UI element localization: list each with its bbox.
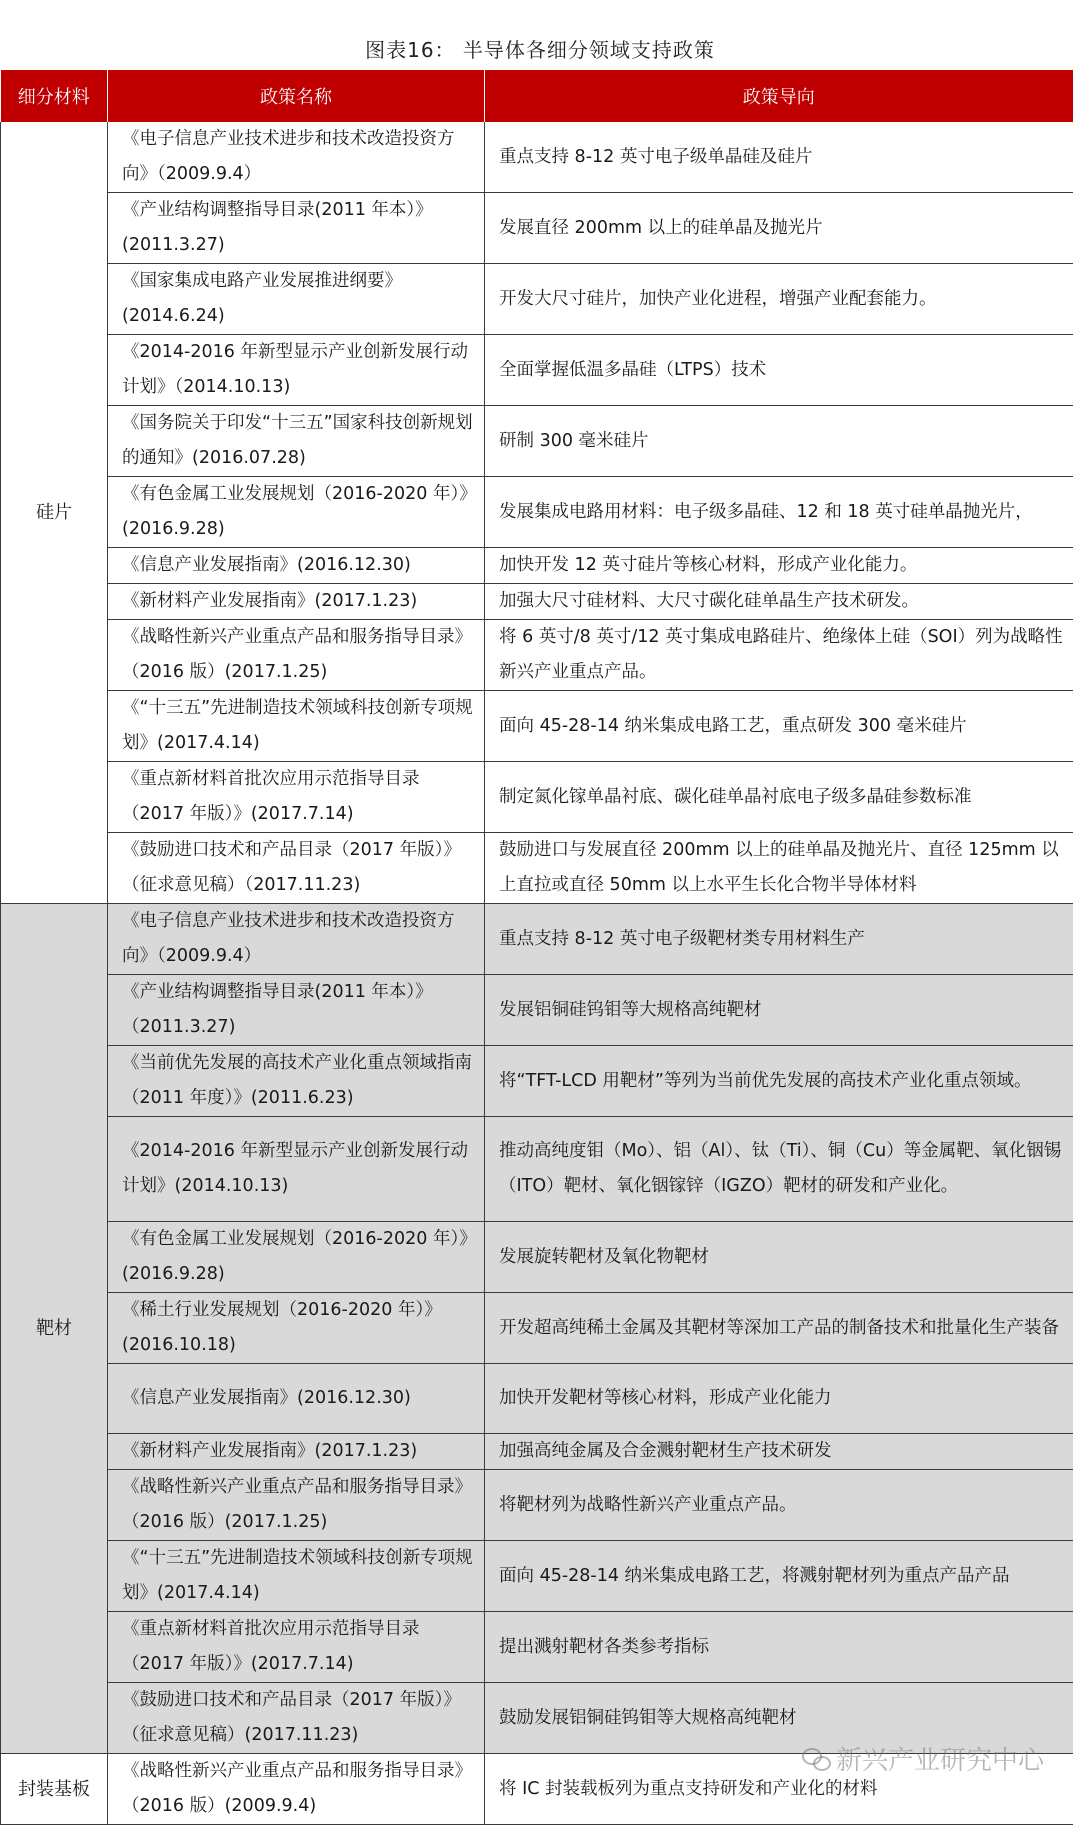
policy-name-cell: 《新材料产业发展指南》(2017.1.23): [108, 584, 485, 620]
policy-name-cell: 《有色金属工业发展规划（2016-2020 年）》(2016.9.28): [108, 1222, 485, 1293]
policy-guide-cell: 将 6 英寸/8 英寸/12 英寸集成电路硅片、绝缘体上硅（SOI）列为战略性新兴产业重点产品。: [485, 620, 1073, 691]
policy-guide-cell: 加强高纯金属及合金溅射靶材生产技术研发: [485, 1434, 1073, 1470]
policy-guide-cell: 加快开发 12 英寸硅片等核心材料，形成产业化能力。: [485, 548, 1073, 584]
policy-name-cell: 《重点新材料首批次应用示范指导目录（2017 年版）》(2017.7.14): [108, 1612, 485, 1683]
policy-name-cell: 《鼓励进口技术和产品目录（2017 年版）》（征求意见稿）（2017.11.23): [108, 833, 485, 904]
policy-name-cell: 《信息产业发展指南》(2016.12.30): [108, 1364, 485, 1434]
policy-guide-cell: 鼓励进口与发展直径 200mm 以上的硅单晶及抛光片、直径 125mm 以上直拉或直径 50mm 以上水平生长化合物半导体材料: [485, 833, 1073, 904]
policy-name-cell: 《“十三五”先进制造技术领域科技创新专项规划》(2017.4.14): [108, 1541, 485, 1612]
policy-guide-cell: 重点支持 8-12 英寸电子级靶材类专用材料生产: [485, 904, 1073, 975]
policy-guide-cell: 开发超高纯稀土金属及其靶材等深加工产品的制备技术和批量化生产装备: [485, 1293, 1073, 1364]
policy-name-cell: 《产业结构调整指导目录(2011 年本）》(2011.3.27): [108, 193, 485, 264]
table-row: [1, 1364, 1073, 1434]
watermark-text: 新兴产业研究中心: [835, 1746, 1044, 1776]
table-row: [1, 833, 1073, 904]
policy-guide-cell: 将靶材列为战略性新兴产业重点产品。: [485, 1470, 1073, 1541]
policy-name-cell: 《战略性新兴产业重点产品和服务指导目录》（2016 版）(2009.9.4): [108, 1754, 485, 1825]
policy-guide-cell: 开发大尺寸硅片，加快产业化进程，增强产业配套能力。: [485, 264, 1073, 335]
policy-guide-cell: 推动高纯度钼（Mo）、铝（Al）、钛（Ti）、铜（Cu）等金属靶、氧化铟锡（ITO）靶材、氧化铟镓锌（IGZO）靶材的研发和产业化。: [485, 1117, 1073, 1222]
table-row: [1, 691, 1073, 762]
policy-name-cell: 《国务院关于印发“十三五”国家科技创新规划的通知》(2016.07.28): [108, 406, 485, 477]
table-row: [1, 1612, 1073, 1683]
policy-name-cell: 《当前优先发展的高技术产业化重点领域指南（2011 年度）》(2011.6.23): [108, 1046, 485, 1117]
policy-guide-cell: 发展直径 200mm 以上的硅单晶及抛光片: [485, 193, 1073, 264]
policy-name-cell: 《国家集成电路产业发展推进纲要》(2014.6.24): [108, 264, 485, 335]
policy-name-cell: 《2014-2016 年新型显示产业创新发展行动计划》(2014.10.13): [108, 1117, 485, 1222]
policy-guide-cell: 制定氮化镓单晶衬底、碳化硅单晶衬底电子级多晶硅参数标准: [485, 762, 1073, 833]
policy-guide-cell: 研制 300 毫米硅片: [485, 406, 1073, 477]
table-row: [1, 904, 1073, 975]
policy-name-cell: 《2014-2016 年新型显示产业创新发展行动计划》（2014.10.13): [108, 335, 485, 406]
policy-name-cell: 《“十三五”先进制造技术领域科技创新专项规划》(2017.4.14): [108, 691, 485, 762]
wechat-icon: [802, 1748, 830, 1770]
watermark: [802, 1740, 1044, 1777]
table-row: [1, 975, 1073, 1046]
table-header: [1, 70, 1073, 122]
table-row: [1, 406, 1073, 477]
policy-guide-cell: 加强大尺寸硅材料、大尺寸碳化硅单晶生产技术研发。: [485, 584, 1073, 620]
policy-guide-cell: 将 IC 封装载板列为重点支持研发和产业化的材料: [485, 1754, 1073, 1825]
table-row: [1, 1470, 1073, 1541]
table-row: [1, 1046, 1073, 1117]
policy-name-cell: 《战略性新兴产业重点产品和服务指导目录》（2016 版）(2017.1.25): [108, 620, 485, 691]
header-material: 细分材料: [1, 70, 108, 122]
table-row: [1, 477, 1073, 548]
policy-guide-cell: 鼓励发展铝铜硅钨钼等大规格高纯靶材: [485, 1683, 1073, 1754]
table-row: [1, 1293, 1073, 1364]
policy-name-cell: 《新材料产业发展指南》(2017.1.23): [108, 1434, 485, 1470]
policy-name-cell: 《电子信息产业技术进步和技术改造投资方向》（2009.9.4）: [108, 904, 485, 975]
header-policy-name: 政策名称: [108, 70, 485, 122]
policy-guide-cell: 重点支持 8-12 英寸电子级单晶硅及硅片: [485, 122, 1073, 193]
table-row: [1, 762, 1073, 833]
table-row: [1, 264, 1073, 335]
table-body: [1, 122, 1073, 1825]
policy-name-cell: 《重点新材料首批次应用示范指导目录（2017 年版）》(2017.7.14): [108, 762, 485, 833]
policy-name-cell: 《战略性新兴产业重点产品和服务指导目录》（2016 版）(2017.1.25): [108, 1470, 485, 1541]
table-row: [1, 335, 1073, 406]
policy-guide-cell: 全面掌握低温多晶硅（LTPS）技术: [485, 335, 1073, 406]
policy-name-cell: 《产业结构调整指导目录(2011 年本）》（2011.3.27): [108, 975, 485, 1046]
policy-name-cell: 《电子信息产业技术进步和技术改造投资方向》（2009.9.4）: [108, 122, 485, 193]
policy-name-cell: 《鼓励进口技术和产品目录（2017 年版）》（征求意见稿）(2017.11.23): [108, 1683, 485, 1754]
table-row: [1, 584, 1073, 620]
policy-name-cell: 《稀土行业发展规划（2016-2020 年）》(2016.10.18): [108, 1293, 485, 1364]
category-cell: 硅片: [1, 122, 108, 904]
policy-guide-cell: 加快开发靶材等核心材料，形成产业化能力: [485, 1364, 1073, 1434]
header-policy-guide: 政策导向: [485, 70, 1073, 122]
policy-guide-cell: 提出溅射靶材各类参考指标: [485, 1612, 1073, 1683]
table-row: [1, 193, 1073, 264]
policy-guide-cell: 发展铝铜硅钨钼等大规格高纯靶材: [485, 975, 1073, 1046]
table-row: [1, 1434, 1073, 1470]
category-cell: 靶材: [1, 904, 108, 1754]
table-caption: 图表16： 半导体各细分领域支持政策: [365, 38, 715, 62]
table-row: [1, 548, 1073, 584]
table-row: [1, 1222, 1073, 1293]
policy-guide-cell: 发展集成电路用材料：电子级多晶硅、12 和 18 英寸硅单晶抛光片，: [485, 477, 1073, 548]
policy-guide-cell: 面向 45-28-14 纳米集成电路工艺，将溅射靶材列为重点产品产品: [485, 1541, 1073, 1612]
category-cell: 封装基板: [1, 1754, 108, 1825]
policy-table: [0, 70, 1073, 1825]
table-row: [1, 1117, 1073, 1222]
table-row: [1, 1541, 1073, 1612]
policy-guide-cell: 将“TFT-LCD 用靶材”等列为当前优先发展的高技术产业化重点领域。: [485, 1046, 1073, 1117]
table-row: [1, 620, 1073, 691]
policy-name-cell: 《有色金属工业发展规划（2016-2020 年）》(2016.9.28): [108, 477, 485, 548]
table-row: [1, 122, 1073, 193]
policy-guide-cell: 发展旋转靶材及氧化物靶材: [485, 1222, 1073, 1293]
policy-guide-cell: 面向 45-28-14 纳米集成电路工艺，重点研发 300 毫米硅片: [485, 691, 1073, 762]
policy-name-cell: 《信息产业发展指南》(2016.12.30): [108, 548, 485, 584]
